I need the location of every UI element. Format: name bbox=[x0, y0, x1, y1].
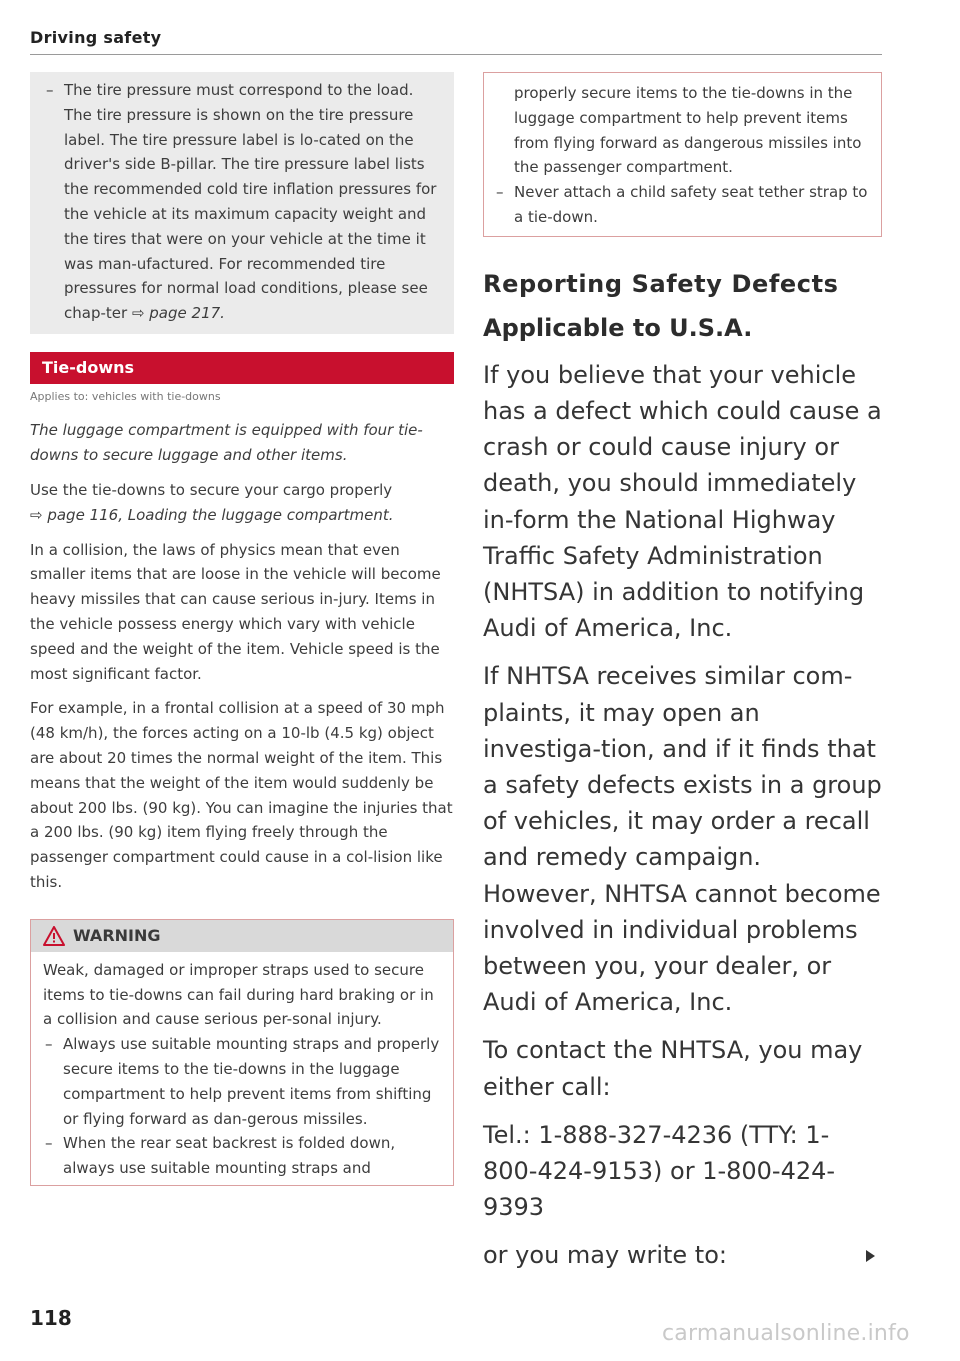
warning-box bbox=[30, 919, 454, 1186]
dash-bullet: – bbox=[45, 1134, 53, 1153]
warning-item-text: Always use suitable mounting straps and properly secure items to the tie-downs in the luggage compartment to help prevent items from shifting or flying forward as dan-gerous missiles. bbox=[63, 1035, 440, 1128]
page-reference-link[interactable]: ⇨ page 116, Loading the luggage compartment. bbox=[30, 505, 394, 524]
dash-bullet: – bbox=[46, 81, 54, 99]
page-reference-link[interactable]: ⇨ page 217. bbox=[131, 304, 225, 323]
warning-title: WARNING bbox=[73, 926, 161, 946]
tire-pressure-text: The tire pressure must correspond to the load. The tire pressure is shown on the tire pressure label. The tire pressure label is lo-cated on the driver's side B-pillar. The tire pressure label lists the recommended cold tire inflation pressures for the vehicle at its maximum capacity weight and the tires that were on your vehicle at the time it was man-ufactured. For recommended tire pressures for normal load conditions, please see chap-ter bbox=[64, 81, 437, 323]
watermark: carmanualsonline.info bbox=[662, 1321, 910, 1346]
page-number: 118 bbox=[30, 1306, 72, 1330]
header-divider bbox=[30, 54, 882, 55]
continued-warning-text: properly secure items to the tie-downs in the luggage compartment to help prevent items from flying forward as dangerous missiles into the passenger compartment. bbox=[514, 84, 862, 177]
warning-text: Weak, damaged or improper straps used to secure items to tie-downs can fail during hard braking or in a collision and cause serious per-sonal injury. bbox=[43, 960, 434, 1029]
list-item bbox=[494, 180, 869, 230]
paragraph-collision: In a collision, the laws of physics mean that even smaller items that are loose in the vehicle will become heavy missiles that can cause serious in-jury. Items in the vehicle possess energy which vary with vehicle speed and the weight of the item. Vehicle speed is the most significant factor. bbox=[30, 540, 441, 683]
section-title: Driving safety bbox=[30, 28, 162, 47]
continue-arrow-icon bbox=[866, 1250, 875, 1262]
continued-text bbox=[494, 81, 869, 180]
paragraph-example: For example, in a frontal collision at a speed of 30 mph (48 km/h), the forces acting on a 10-lb (4.5 kg) object are about 20 times the normal weight of the item. This means that the weight of the item would suddenly be about 200 lbs. (90 kg). You can imagine the injuries that a 200 lbs. (90 kg) item flying freely through the passenger compartment could cause in a col-lision like this. bbox=[30, 699, 453, 891]
list-item bbox=[43, 1131, 441, 1181]
dash-bullet: – bbox=[496, 183, 504, 202]
dash-bullet: – bbox=[45, 1035, 53, 1054]
warning-continuation-box bbox=[483, 72, 882, 237]
paragraph-defect: If you believe that your vehicle has a defect which could cause a crash or could cause injury or death, you should immediately in-form the National Highway Traffic Safety Administration (NHTSA) in addition to notifying Audi of America, Inc. bbox=[483, 360, 882, 643]
page-title: Reporting Safety Defects bbox=[483, 269, 839, 298]
warning-header bbox=[31, 920, 453, 952]
paragraph-write: or you may write to: bbox=[483, 1241, 727, 1270]
list-item bbox=[44, 78, 440, 326]
warning-body bbox=[31, 952, 453, 1185]
warning-triangle-icon bbox=[43, 926, 65, 946]
subtitle: Applicable to U.S.A. bbox=[483, 313, 753, 342]
tire-pressure-box bbox=[30, 72, 454, 334]
lead-paragraph: The luggage compartment is equipped with four tie-downs to secure luggage and other items. bbox=[30, 420, 423, 464]
warning-item-text: Never attach a child safety seat tether strap to a tie-down. bbox=[514, 183, 868, 226]
right-column bbox=[483, 72, 882, 1274]
paragraph-contact: To contact the NHTSA, you may either call: bbox=[483, 1036, 863, 1101]
applies-to-note: Applies to: vehicles with tie-downs bbox=[30, 389, 221, 403]
warning-item-text: When the rear seat backrest is folded down, always use suitable mounting straps and bbox=[63, 1134, 396, 1178]
left-column bbox=[30, 72, 454, 1186]
list-item bbox=[43, 1032, 441, 1131]
paragraph-cargo bbox=[30, 478, 454, 528]
paragraph-phone: Tel.: 1-888-327-4236 (TTY: 1-800-424-9153) or 1-800-424-9393 bbox=[483, 1120, 836, 1222]
tiedowns-heading: Tie-downs bbox=[30, 352, 454, 384]
paragraph-complaints: If NHTSA receives similar com-plaints, it may open an investiga-tion, and if it finds that a safety defects exists in a group of vehicles, it may order a recall and remedy campaign. However, NHTSA cannot become involved in individual problems between you, your dealer, or Audi of America, Inc. bbox=[483, 662, 882, 1017]
paragraph-cargo-text: Use the tie-downs to secure your cargo properly bbox=[30, 480, 393, 499]
